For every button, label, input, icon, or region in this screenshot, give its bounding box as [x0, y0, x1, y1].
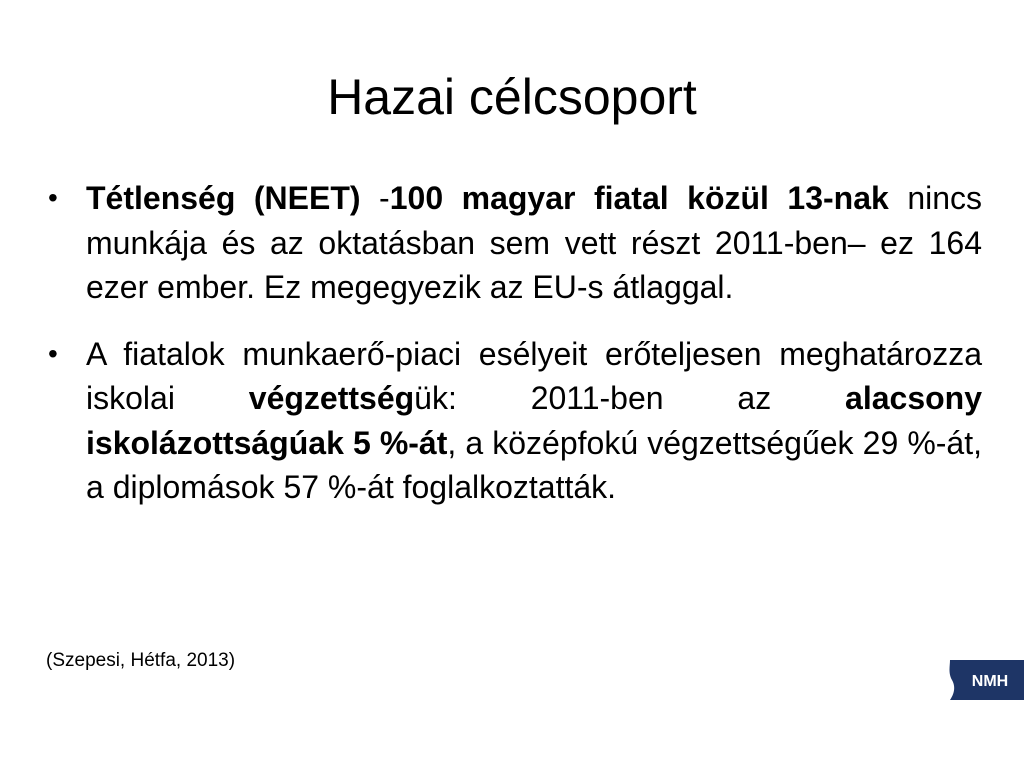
nmh-logo — [946, 660, 1024, 700]
bullet-text — [86, 336, 982, 506]
text-segment: A fiatalok munkaerő-piaci esélyeit erőteljesen meghatározza iskolai — [86, 335, 982, 416]
bullet-dot: • — [48, 182, 58, 213]
nmh-logo-graphic — [946, 660, 1024, 700]
bullet-list — [48, 176, 982, 532]
text-segment: , a középfokú végzettségűek 29 %-át, a diplomások 57 %-át foglalkoztatták. — [86, 424, 983, 505]
text-segment: nincs munkája és az oktatásban sem vett részt 2011-ben– ez 164 ezer ember. Ez megegyezik az EU-s átlaggal. — [86, 180, 983, 305]
slide-title: Hazai célcsoport — [327, 69, 697, 125]
text-segment: ük: 2011-ben az — [414, 380, 846, 416]
logo-text: NMH — [971, 673, 1009, 690]
bullet-dot: • — [48, 337, 58, 369]
bold-phrase: alacsony iskolázottságúak 5 %-át — [86, 380, 982, 461]
text-segment: - — [360, 180, 390, 216]
bullet-item — [48, 176, 982, 310]
bold-phrase: végzettség — [248, 380, 415, 416]
bold-phrase: 100 magyar fiatal közül 13-nak — [389, 180, 889, 216]
bold-phrase: Tétlenség (NEET) — [86, 180, 361, 216]
bullet-text — [86, 180, 982, 305]
source-citation: (Szepesi, Hétfa, 2013) — [46, 650, 236, 671]
bullet-item — [48, 332, 982, 510]
